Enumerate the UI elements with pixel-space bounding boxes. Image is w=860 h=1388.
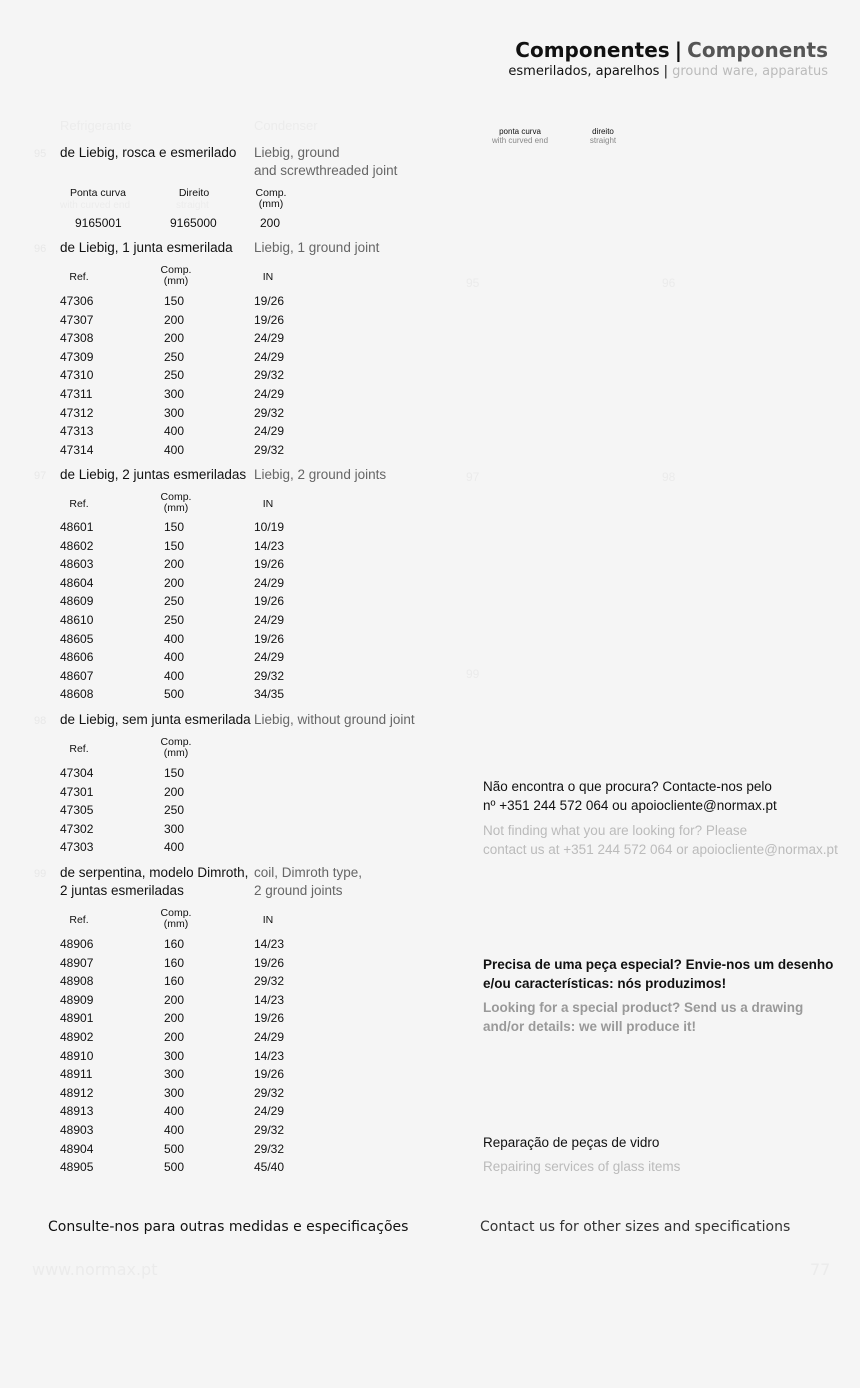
repair-text-en: Repairing services of glass items (483, 1159, 681, 1174)
column-header-comp (158, 737, 194, 759)
cell: 200 (260, 216, 281, 230)
joint-cell: 14/23 (254, 538, 285, 553)
contact-en-line2: contact us at +351 244 572 064 or apoiocliente@normax.pt (483, 842, 838, 857)
table-row (0, 518, 420, 536)
table-row (0, 404, 420, 422)
ref-cell: 47307 (60, 312, 94, 327)
joint-cell: 24/29 (254, 331, 285, 346)
ref-cell: 47304 (60, 766, 94, 780)
ref-cell: 47314 (60, 442, 94, 457)
joint-cell: 19/26 (254, 631, 285, 646)
length-cell: 400 (164, 442, 185, 457)
special-en-line2: and/or details: we will produce it! (483, 1019, 697, 1034)
length-cell: 500 (164, 1160, 185, 1175)
joint-cell: 29/32 (254, 368, 285, 383)
ref-cell: 48908 (60, 974, 94, 989)
table-row (0, 366, 420, 384)
table-row (0, 935, 420, 953)
ghost-number: 98 (662, 470, 676, 484)
ref-cell: 48907 (60, 955, 94, 970)
comp-unit: (mm) (163, 747, 189, 759)
table-row (0, 311, 420, 329)
length-cell: 200 (164, 557, 185, 572)
table-row (0, 555, 420, 573)
joint-cell: 10/19 (254, 520, 285, 534)
table-row (0, 214, 420, 232)
length-cell: 200 (164, 575, 185, 590)
column-header-direito: Direito (178, 187, 210, 199)
ref-cell: 48601 (60, 520, 94, 534)
title-en: Components (687, 38, 828, 62)
ref-cell: 48902 (60, 1030, 94, 1044)
ghost-number: 95 (466, 276, 480, 290)
special-text-pt (483, 955, 833, 993)
length-cell: 150 (164, 294, 185, 308)
ref-cell: 48901 (60, 1011, 94, 1026)
length-cell: 160 (164, 974, 185, 989)
section-number: 98 (34, 715, 47, 727)
footer-text-pt: Consulte-nos para outras medidas e especificações (48, 1219, 409, 1235)
ref-cell: 47309 (60, 349, 94, 364)
ref-cell: 48913 (60, 1104, 94, 1119)
table-row (0, 648, 420, 666)
ref-cell: 48609 (60, 594, 94, 609)
column-header-comp (158, 492, 194, 514)
length-cell: 500 (164, 687, 185, 702)
ref-cell: 48610 (60, 613, 94, 627)
length-cell: 400 (164, 1104, 185, 1119)
length-cell: 200 (164, 1030, 185, 1044)
table-row (0, 685, 420, 703)
contact-en-line1: Not finding what you are looking for? Please (483, 823, 748, 838)
table-row (0, 630, 420, 648)
ref-cell: 48602 (60, 538, 94, 553)
joint-cell: 19/26 (254, 312, 285, 327)
length-cell: 400 (164, 668, 185, 683)
special-pt-line2: e/ou características: nós produzimos! (483, 976, 727, 991)
column-header-ref: Ref. (69, 743, 89, 755)
table-row (0, 537, 420, 555)
table-row (0, 972, 420, 990)
ref-cell: 48903 (60, 1123, 94, 1137)
subtitle-separator: | (663, 64, 668, 79)
table-row (0, 1158, 420, 1176)
special-text-en (483, 998, 803, 1036)
length-cell: 200 (164, 331, 185, 346)
ref-cell: 48607 (60, 668, 94, 683)
ref-cell: 47310 (60, 368, 94, 383)
length-cell: 300 (164, 1048, 185, 1063)
ref-cell: 48905 (60, 1160, 94, 1175)
ref-cell: 47305 (60, 803, 94, 818)
joint-cell: 29/32 (254, 405, 285, 420)
length-cell: 300 (164, 1085, 185, 1100)
special-pt-line1: Precisa de uma peça especial? Envie-nos um desenho (483, 957, 834, 972)
joint-cell: 19/26 (254, 557, 285, 572)
joint-cell: 19/26 (254, 955, 285, 970)
label-direito-pt: direito (592, 127, 614, 136)
joint-cell: 24/29 (254, 424, 285, 439)
ref-cell: 47306 (60, 294, 94, 308)
ref-cell: 48604 (60, 575, 94, 590)
comp-label: Comp. (160, 491, 192, 503)
table-row (0, 838, 420, 856)
length-cell: 400 (164, 650, 185, 665)
length-cell: 250 (164, 368, 185, 383)
ref-cell: 48912 (60, 1085, 94, 1100)
table-row (0, 1102, 420, 1120)
joint-cell: 24/29 (254, 613, 285, 627)
title-separator: | (674, 38, 683, 62)
label-direito-en: straight (589, 136, 617, 145)
table-row (0, 783, 420, 801)
column-header-ref: Ref. (69, 271, 89, 283)
table-row (0, 1047, 420, 1065)
table-row (0, 385, 420, 403)
page-subtitle (508, 64, 828, 79)
table-row (0, 1121, 420, 1139)
joint-cell: 24/29 (254, 349, 285, 364)
column-header-comp (254, 188, 288, 210)
section-title-en-line2: 2 ground joints (254, 883, 343, 898)
length-cell: 300 (164, 821, 185, 836)
ref-cell: 48608 (60, 687, 94, 702)
section-title-en: Liebig, 2 ground joints (254, 467, 387, 482)
comp-unit: (mm) (258, 198, 284, 210)
length-cell: 200 (164, 784, 185, 799)
section-title-pt-line2: 2 juntas esmeriladas (60, 883, 184, 898)
length-cell: 150 (164, 766, 185, 780)
joint-cell: 29/32 (254, 1123, 285, 1137)
cell: 9165001 (75, 216, 122, 230)
joint-cell: 19/26 (254, 294, 285, 308)
section-number: 97 (34, 470, 47, 482)
section-number: 99 (34, 868, 47, 880)
label-ponta-en: with curved end (491, 136, 549, 145)
joint-cell: 24/29 (254, 650, 285, 665)
section-title-pt: de Liebig, rosca e esmerilado (60, 145, 237, 160)
ref-cell: 48904 (60, 1141, 94, 1156)
ref-cell: 47303 (60, 840, 94, 855)
faint-sub-direito: straight (176, 200, 209, 211)
section-title-en: Liebig, 1 ground joint (254, 240, 380, 255)
joint-cell: 29/32 (254, 1085, 285, 1100)
ref-cell: 48910 (60, 1048, 94, 1063)
comp-unit: (mm) (163, 918, 189, 930)
joint-cell: 24/29 (254, 1030, 285, 1044)
joint-cell: 45/40 (254, 1160, 285, 1175)
label-ponta-curva (480, 127, 560, 145)
column-header-ref: Ref. (69, 914, 89, 926)
faint-sub-ponta: with curved end (60, 200, 131, 211)
faint-heading-en: Condenser (254, 118, 318, 133)
column-header-comp (158, 265, 194, 287)
label-direito (578, 127, 628, 145)
joint-cell: 14/23 (254, 937, 285, 951)
joint-cell: 14/23 (254, 1048, 285, 1063)
ghost-number: 97 (466, 470, 480, 484)
length-cell: 300 (164, 405, 185, 420)
ref-cell: 47311 (60, 387, 93, 401)
table-row (0, 592, 420, 610)
ref-cell: 47308 (60, 331, 94, 346)
column-header-in: IN (262, 271, 274, 283)
joint-cell: 24/29 (254, 1104, 285, 1119)
length-cell: 250 (164, 613, 185, 627)
table-row (0, 422, 420, 440)
joint-cell: 29/32 (254, 974, 285, 989)
length-cell: 200 (164, 312, 185, 327)
special-en-line1: Looking for a special product? Send us a drawing (483, 1000, 804, 1015)
contact-text-en (483, 821, 838, 859)
table-row (0, 667, 420, 685)
contact-pt-line2: nº +351 244 572 064 ou apoiocliente@normax.pt (483, 798, 777, 813)
length-cell: 150 (164, 538, 185, 553)
table-row (0, 991, 420, 1009)
page-number: 77 (810, 1260, 831, 1279)
joint-cell: 19/26 (254, 1011, 285, 1026)
column-header-ref: Ref. (69, 498, 89, 510)
title-pt: Componentes (515, 38, 670, 62)
length-cell: 250 (164, 349, 185, 364)
table-row (0, 441, 420, 459)
website-link[interactable]: www.normax.pt (32, 1260, 158, 1279)
comp-unit: (mm) (163, 502, 189, 514)
ref-cell: 48603 (60, 557, 94, 572)
ref-cell: 47302 (60, 821, 94, 836)
column-header-in: IN (262, 914, 274, 926)
length-cell: 400 (164, 1123, 185, 1137)
contact-text-pt (483, 777, 777, 815)
comp-label: Comp. (160, 736, 192, 748)
joint-cell: 24/29 (254, 575, 285, 590)
length-cell: 300 (164, 387, 185, 401)
joint-cell: 34/35 (254, 687, 285, 702)
contact-pt-line1: Não encontra o que procura? Contacte-nos pelo (483, 779, 772, 794)
ref-cell: 48909 (60, 992, 94, 1007)
ghost-number: 99 (466, 667, 480, 681)
section-title-pt: de Liebig, 2 juntas esmeriladas (60, 467, 247, 482)
length-cell: 500 (164, 1141, 185, 1156)
length-cell: 250 (164, 803, 185, 818)
section-title-en-line2: and screwthreaded joint (254, 163, 398, 178)
label-ponta-pt: ponta curva (499, 127, 541, 136)
table-row (0, 1140, 420, 1158)
comp-label: Comp. (255, 187, 287, 199)
column-header-comp (158, 908, 194, 930)
table-row (0, 820, 420, 838)
table-row (0, 764, 420, 782)
length-cell: 150 (164, 520, 185, 534)
subtitle-en: ground ware, apparatus (672, 64, 828, 79)
ref-cell: 48911 (60, 1067, 93, 1082)
column-header-ponta-curva: Ponta curva (69, 187, 127, 199)
table-row (0, 1009, 420, 1027)
ref-cell: 48606 (60, 650, 94, 665)
section-title-pt: de serpentina, modelo Dimroth, (60, 865, 249, 880)
table-row (0, 348, 420, 366)
length-cell: 400 (164, 424, 185, 439)
table-row (0, 1028, 420, 1046)
table-row (0, 292, 420, 310)
table-row (0, 801, 420, 819)
page-title (515, 38, 828, 62)
length-cell: 300 (164, 1067, 185, 1082)
table-row (0, 1084, 420, 1102)
length-cell: 160 (164, 937, 185, 951)
column-header-in: IN (262, 498, 274, 510)
subtitle-pt: esmerilados, aparelhos (508, 64, 660, 79)
section-title-en: Liebig, ground (254, 145, 340, 160)
section-number: 96 (34, 243, 47, 255)
length-cell: 200 (164, 1011, 185, 1026)
table-row (0, 329, 420, 347)
footer-text-en: Contact us for other sizes and specifications (480, 1219, 791, 1235)
ref-cell: 47313 (60, 424, 94, 439)
joint-cell: 29/32 (254, 1141, 285, 1156)
repair-text-pt: Reparação de peças de vidro (483, 1135, 660, 1150)
length-cell: 160 (164, 955, 185, 970)
joint-cell: 14/23 (254, 992, 285, 1007)
section-title-pt: de Liebig, sem junta esmerilada (60, 712, 251, 727)
ref-cell: 47301 (60, 784, 94, 799)
joint-cell: 24/29 (254, 387, 285, 401)
length-cell: 400 (164, 840, 185, 855)
section-title-en: coil, Dimroth type, (254, 865, 363, 880)
section-number: 95 (34, 148, 47, 160)
section-title-en: Liebig, without ground joint (254, 712, 415, 727)
table-row (0, 574, 420, 592)
table-row (0, 611, 420, 629)
cell: 9165000 (170, 216, 217, 230)
ref-cell: 47312 (60, 405, 94, 420)
length-cell: 250 (164, 594, 185, 609)
length-cell: 200 (164, 992, 185, 1007)
table-row (0, 1065, 420, 1083)
ref-cell: 48906 (60, 937, 94, 951)
comp-label: Comp. (160, 907, 192, 919)
ref-cell: 48605 (60, 631, 94, 646)
joint-cell: 19/26 (254, 594, 285, 609)
length-cell: 400 (164, 631, 185, 646)
table-row (0, 954, 420, 972)
comp-label: Comp. (160, 264, 192, 276)
joint-cell: 19/26 (254, 1067, 285, 1082)
section-title-pt: de Liebig, 1 junta esmerilada (60, 240, 233, 255)
faint-heading-pt: Refrigerante (60, 118, 132, 133)
ghost-number: 96 (662, 276, 676, 290)
joint-cell: 29/32 (254, 668, 285, 683)
joint-cell: 29/32 (254, 442, 285, 457)
comp-unit: (mm) (163, 275, 189, 287)
